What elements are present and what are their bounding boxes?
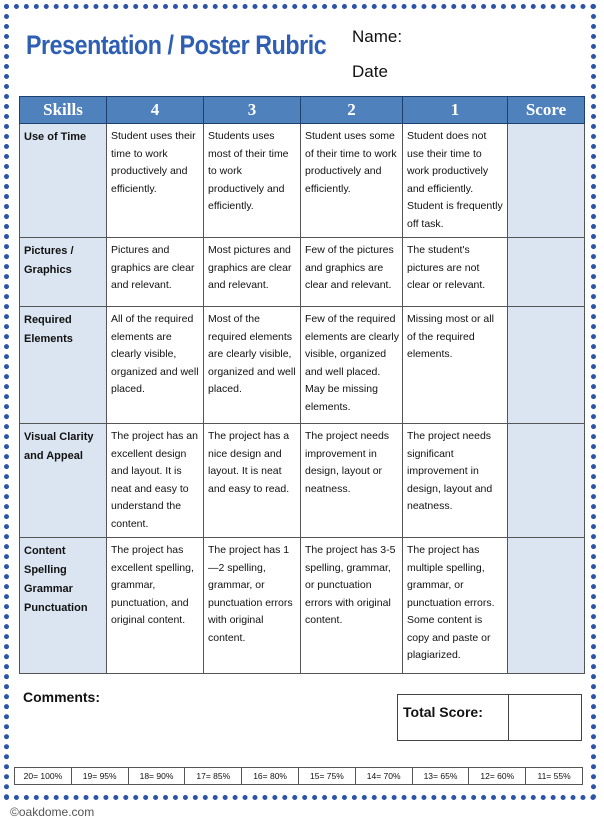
table-row (20, 538, 585, 674)
criteria-cell: Students uses most of their time to work productively and efficiently. (204, 124, 301, 238)
criteria-cell: The project needs improvement in design, layout or neatness. (301, 424, 403, 538)
column-header-2: 2 (301, 97, 403, 124)
rubric-table (19, 96, 585, 674)
criteria-cell: Few of the pictures and graphics are clear and relevant. (301, 238, 403, 307)
total-score-field[interactable] (508, 695, 583, 740)
column-header-3: 3 (204, 97, 301, 124)
score-cell[interactable] (508, 124, 585, 238)
page-title: Presentation / Poster Rubric (26, 30, 327, 60)
scale-cell: 15= 75% (299, 768, 356, 784)
table-row (20, 424, 585, 538)
copyright-text: ©oakdome.com (10, 805, 95, 819)
skill-cell: Use of Time (20, 124, 107, 238)
criteria-cell: The project has multiple spelling, grammar, or punctuation errors. Some content is copy and paste or plagiarized. (403, 538, 508, 674)
criteria-cell: The project has excellent spelling, grammar, punctuation, and original content. (107, 538, 204, 674)
grading-scale (14, 767, 583, 785)
criteria-cell: Missing most or all of the required elements. (403, 307, 508, 424)
criteria-cell: Student uses some of their time to work productively and efficiently. (301, 124, 403, 238)
criteria-cell: Student uses their time to work productively and efficiently. (107, 124, 204, 238)
skill-cell: Visual Clarity and Appeal (20, 424, 107, 538)
table-row (20, 307, 585, 424)
criteria-cell: Pictures and graphics are clear and relevant. (107, 238, 204, 307)
score-cell[interactable] (508, 538, 585, 674)
scale-cell: 13= 65% (413, 768, 470, 784)
scale-cell: 19= 95% (72, 768, 129, 784)
score-cell[interactable] (508, 424, 585, 538)
criteria-cell: Student does not use their time to work productively and efficiently. Student is frequently off task. (403, 124, 508, 238)
criteria-cell: The project has 1—2 spelling, grammar, or punctuation errors with original content. (204, 538, 301, 674)
scale-cell: 16= 80% (242, 768, 299, 784)
column-header-1: 1 (403, 97, 508, 124)
column-header-skills: Skills (20, 97, 107, 124)
scale-cell: 17= 85% (185, 768, 242, 784)
score-cell[interactable] (508, 307, 585, 424)
scale-cell: 18= 90% (129, 768, 186, 784)
column-header-4: 4 (107, 97, 204, 124)
name-label: Name: (352, 27, 403, 46)
scale-cell: 20= 100% (15, 768, 72, 784)
skill-cell: Content Spelling Grammar Punctuation (20, 538, 107, 674)
skill-cell: Required Elements (20, 307, 107, 424)
criteria-cell: Most pictures and graphics are clear and relevant. (204, 238, 301, 307)
date-label: Date (352, 62, 388, 81)
criteria-cell: The project has a nice design and layout. It is neat and easy to read. (204, 424, 301, 538)
scale-cell: 12= 60% (469, 768, 526, 784)
total-score-box (397, 694, 582, 741)
scale-cell: 11= 55% (537, 771, 571, 781)
score-cell[interactable] (508, 238, 585, 307)
criteria-cell: The project needs significant improvement in design, layout and neatness. (403, 424, 508, 538)
criteria-cell: The project has an excellent design and layout. It is neat and easy to understand the content. (107, 424, 204, 538)
comments-label: Comments: (23, 689, 101, 705)
scale-cell: 14= 70% (356, 768, 413, 784)
criteria-cell: The project has 3-5 spelling, grammar, or punctuation errors with original content. (301, 538, 403, 674)
table-row (20, 238, 585, 307)
criteria-cell: Most of the required elements are clearly visible, organized and well placed. (204, 307, 301, 424)
criteria-cell: All of the required elements are clearly visible, organized and well placed. (107, 307, 204, 424)
total-score-label: Total Score: (403, 704, 483, 720)
column-header-score: Score (508, 97, 585, 124)
table-row (20, 124, 585, 238)
criteria-cell: Few of the required elements are clearly visible, organized and well placed. May be missing elements. (301, 307, 403, 424)
header-row (20, 97, 585, 124)
skill-cell: Pictures / Graphics (20, 238, 107, 307)
criteria-cell: The student's pictures are not clear or relevant. (403, 238, 508, 307)
